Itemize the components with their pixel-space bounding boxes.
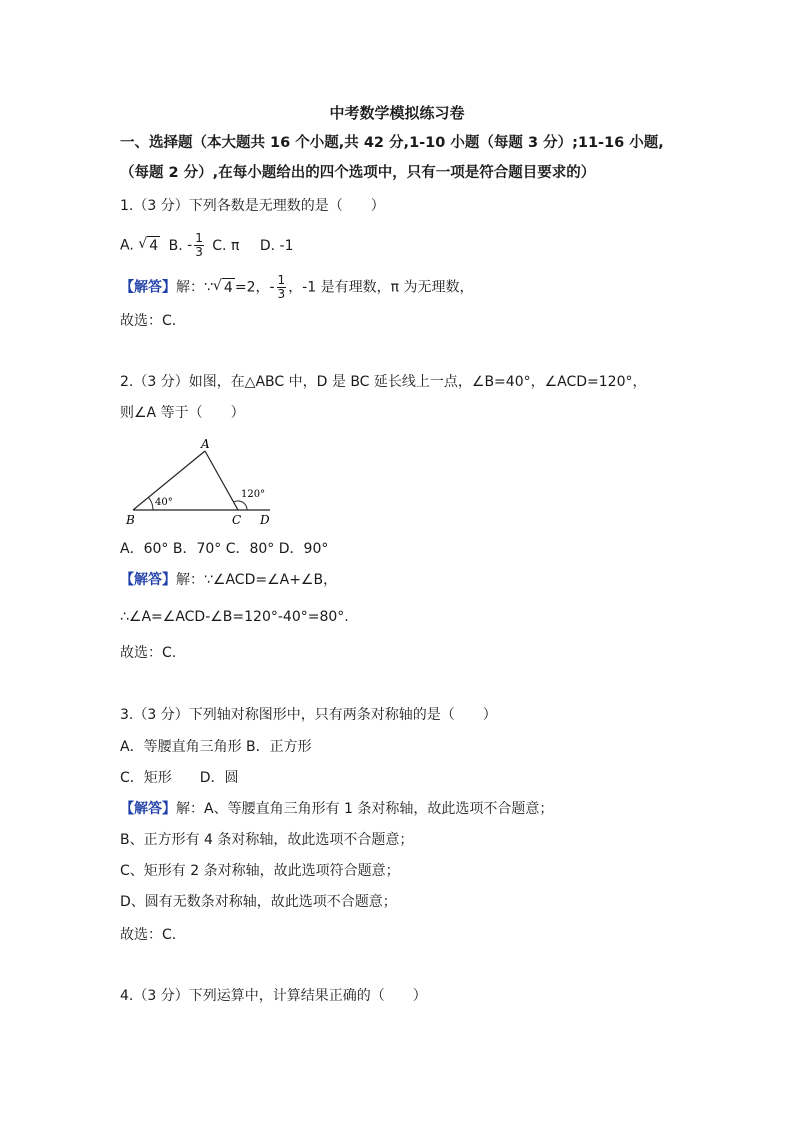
q3-answer-text: 解：A、等腰直角三角形有 1 条对称轴，故此选项不合题意；: [176, 801, 554, 817]
fraction-denominator: 3: [195, 245, 203, 259]
label-d: D: [260, 513, 270, 527]
q1-option-a-label: A.: [120, 237, 134, 254]
q1-answer-sign: -: [269, 279, 275, 296]
answer-tag: 【解答】: [120, 572, 176, 588]
q2-stem-line1: 2.（3 分）如图，在△ABC 中，D 是 BC 延长线上一点，∠B=40°，∠ACD=120°，: [120, 374, 647, 390]
side-ac: [205, 451, 238, 510]
q3-options-cd: C．矩形 D．圆: [120, 770, 239, 786]
q2-options: A．60° B．70° C．80° D．90°: [120, 541, 329, 557]
q3-options-ab: A．等腰直角三角形 B．正方形: [120, 739, 312, 755]
angle-acd-label: 120°: [241, 489, 266, 500]
q3-answer-line1: [120, 800, 553, 818]
label-a: A: [201, 437, 210, 451]
answer-tag: 【解答】: [120, 801, 176, 817]
answer-tag: 【解答】: [120, 279, 176, 296]
label-b: B: [126, 513, 135, 527]
q1-options: [120, 232, 293, 259]
q3-answer-line2: B、正方形有 4 条对称轴，故此选项不合题意；: [120, 832, 414, 848]
q1-answer: [120, 274, 473, 301]
q1-option-d: D. -1: [259, 237, 294, 254]
section-header-line2: （每题 2 分）,在每小题给出的四个选项中，只有一项是符合题目要求的）: [120, 165, 596, 181]
q1-conclusion: 故选：C.: [120, 313, 177, 329]
angle-b-arc: [149, 497, 154, 510]
fraction-denominator: 3: [277, 287, 286, 301]
q3-conclusion: 故选：C.: [120, 927, 177, 943]
fraction-numerator: 1: [277, 273, 286, 287]
q3-stem: 3.（3 分）下列轴对称图形中，只有两条对称轴的是（ ）: [120, 707, 497, 723]
fraction-numerator: 1: [195, 231, 203, 245]
q1-answer-radicand: 4: [223, 279, 233, 296]
q1-answer-sqrt: √ 4: [212, 277, 233, 296]
q2-answer-line2: ∴∠A=∠ACD-∠B=120°-40°=80°.: [120, 609, 349, 625]
q1-answer-rest: ，-1 是有理数，π 为无理数，: [288, 279, 474, 296]
q1-option-b-sign: -: [187, 237, 193, 254]
label-c: C: [232, 513, 242, 527]
q2-triangle-figure: [120, 434, 280, 530]
q1-option-b-fraction: [194, 232, 204, 259]
q3-answer-line4: D、圆有无数条对称轴，故此选项不合题意；: [120, 894, 397, 910]
q4-stem: 4.（3 分）下列运算中，计算结果正确的（ ）: [120, 988, 427, 1004]
q1-answer-prefix: 解：∵: [176, 279, 213, 296]
q1-answer-fraction: [277, 274, 287, 301]
q3-answer-line3: C、矩形有 2 条对称轴，故此选项符合题意；: [120, 863, 400, 879]
page-title: 中考数学模拟练习卷: [329, 104, 465, 122]
q1-option-c: C. π: [212, 237, 240, 254]
q1-option-a-radicand: 4: [149, 237, 159, 254]
q1-answer-after-sqrt: =2，: [234, 279, 270, 296]
q1-option-a-sqrt: √ 4: [138, 235, 159, 254]
q2-answer-line1: [120, 571, 337, 589]
q1-stem: 1.（3 分）下列各数是无理数的是（ ）: [120, 198, 385, 214]
q2-answer-text: 解：∵∠ACD=∠A+∠B，: [176, 572, 338, 588]
section-header-line1: 一、选择题（本大题共 16 个小题,共 42 分,1-10 小题（每题 3 分）;11-16 小题,: [120, 135, 664, 151]
q2-stem-line2: 则∠A 等于（ ）: [120, 405, 245, 421]
angle-b-label: 40°: [155, 497, 173, 508]
q1-option-b-label: B.: [168, 237, 183, 254]
q2-conclusion: 故选：C.: [120, 645, 177, 661]
